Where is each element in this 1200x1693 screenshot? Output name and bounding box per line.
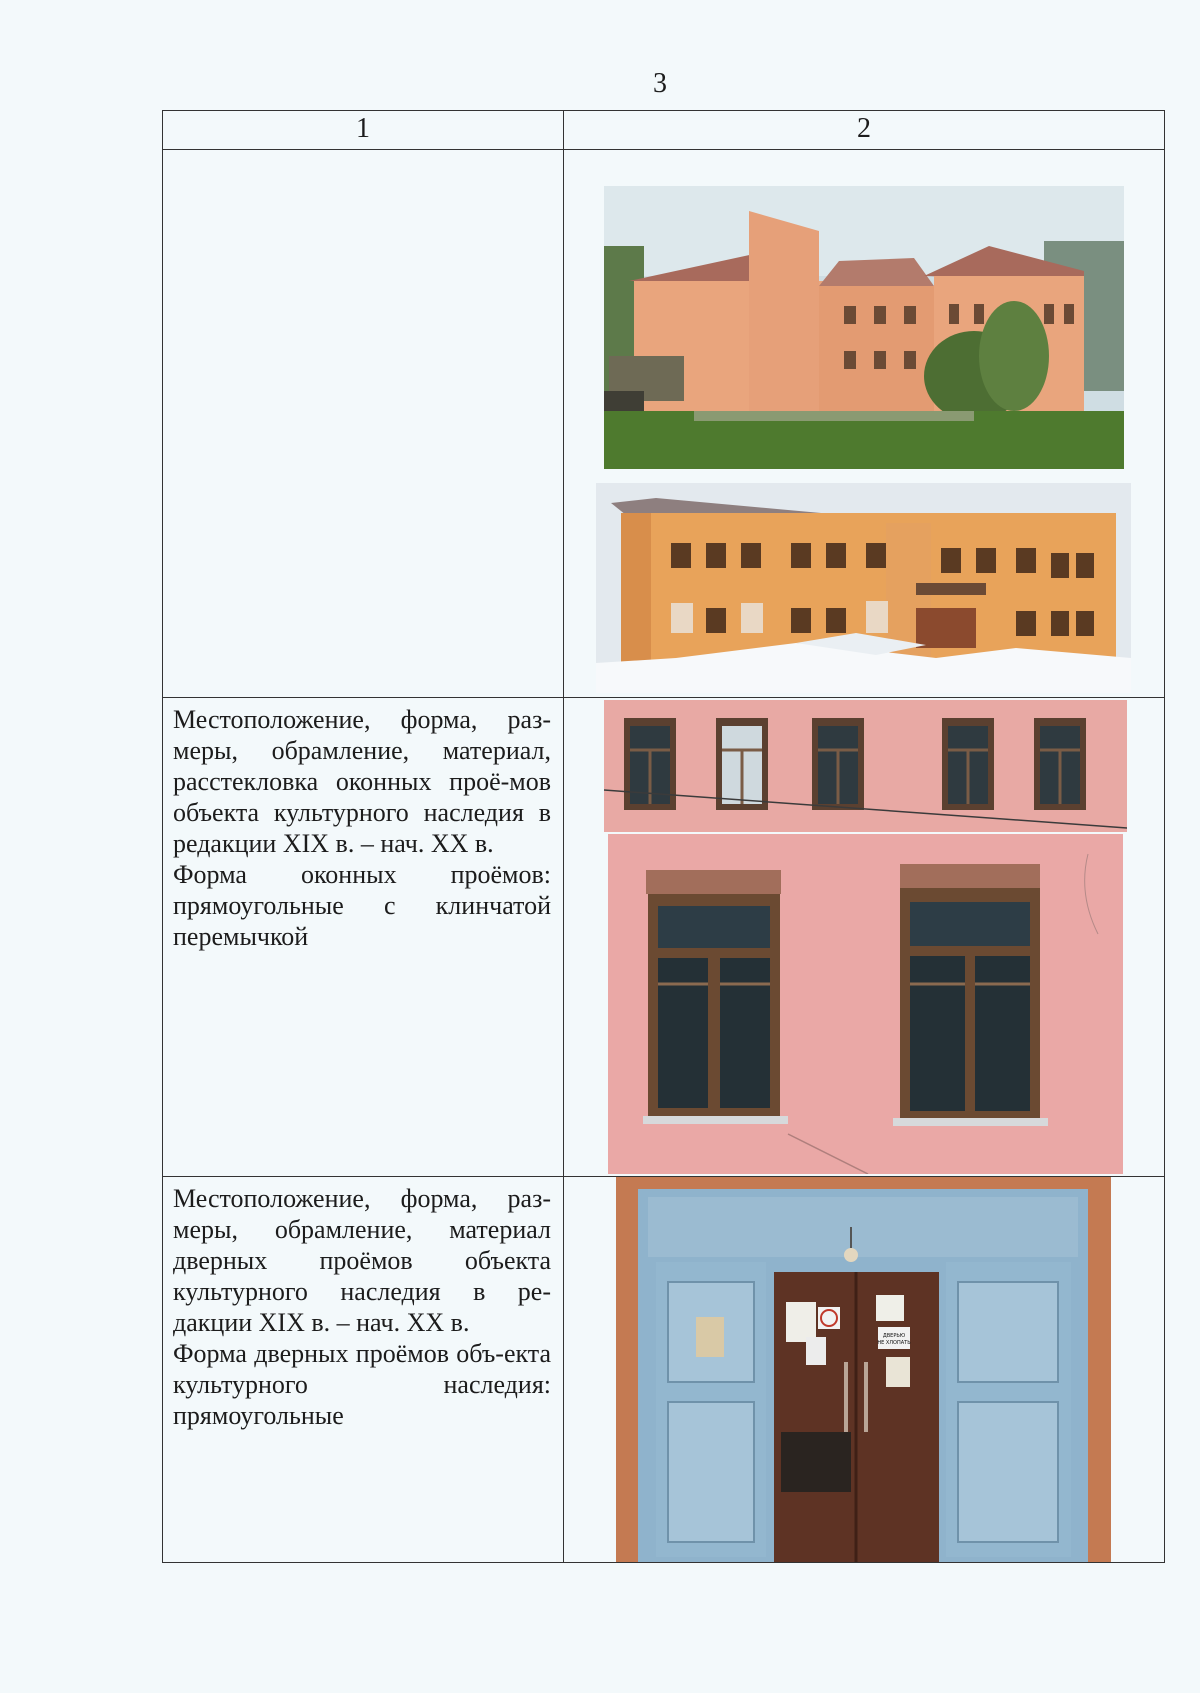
photo-cell-building (564, 150, 1165, 698)
windows-closeup-photo (608, 834, 1123, 1174)
door-notice-text: ДВЕРЬЮ (882, 1333, 906, 1339)
description-cell-windows (163, 698, 564, 1177)
heritage-table (162, 110, 1165, 1563)
table-row (163, 1177, 1165, 1563)
entrance-door-photo (616, 1177, 1111, 1562)
header-col-2: 2 (564, 111, 1165, 150)
doors-description: Местоположение, форма, раз-меры, обрамление, материал дверных проёмов объекта культурного наследия в ре-дакции XIX в. – нач. XX в. (173, 1184, 551, 1337)
description-cell-doors (163, 1177, 564, 1563)
svg-text:НЕ ХЛОПАТЬ: НЕ ХЛОПАТЬ (877, 1340, 911, 1346)
windows-form-description: Форма оконных проёмов: прямоугольные с клинчатой перемычкой (173, 860, 551, 951)
table-row (163, 698, 1165, 1177)
doors-form-description: Форма дверных проёмов объ-екта культурного наследия: прямоугольные (173, 1339, 551, 1430)
building-main-facade-photo (596, 483, 1131, 693)
header-col-1: 1 (163, 111, 564, 150)
description-cell-empty (163, 150, 564, 698)
photo-cell-door (564, 1177, 1165, 1563)
table-row (163, 150, 1165, 698)
window-row-photo (604, 700, 1127, 832)
windows-description: Местоположение, форма, раз-меры, обрамление, материал, расстекловка оконных проё-мов объекта культурного наследия в редакции XIX в. – нач. XX в. (173, 705, 551, 858)
page-number: 3 (653, 68, 667, 99)
table-header-row (163, 111, 1165, 150)
building-rear-facade-photo (604, 186, 1124, 469)
photo-cell-windows (564, 698, 1165, 1177)
